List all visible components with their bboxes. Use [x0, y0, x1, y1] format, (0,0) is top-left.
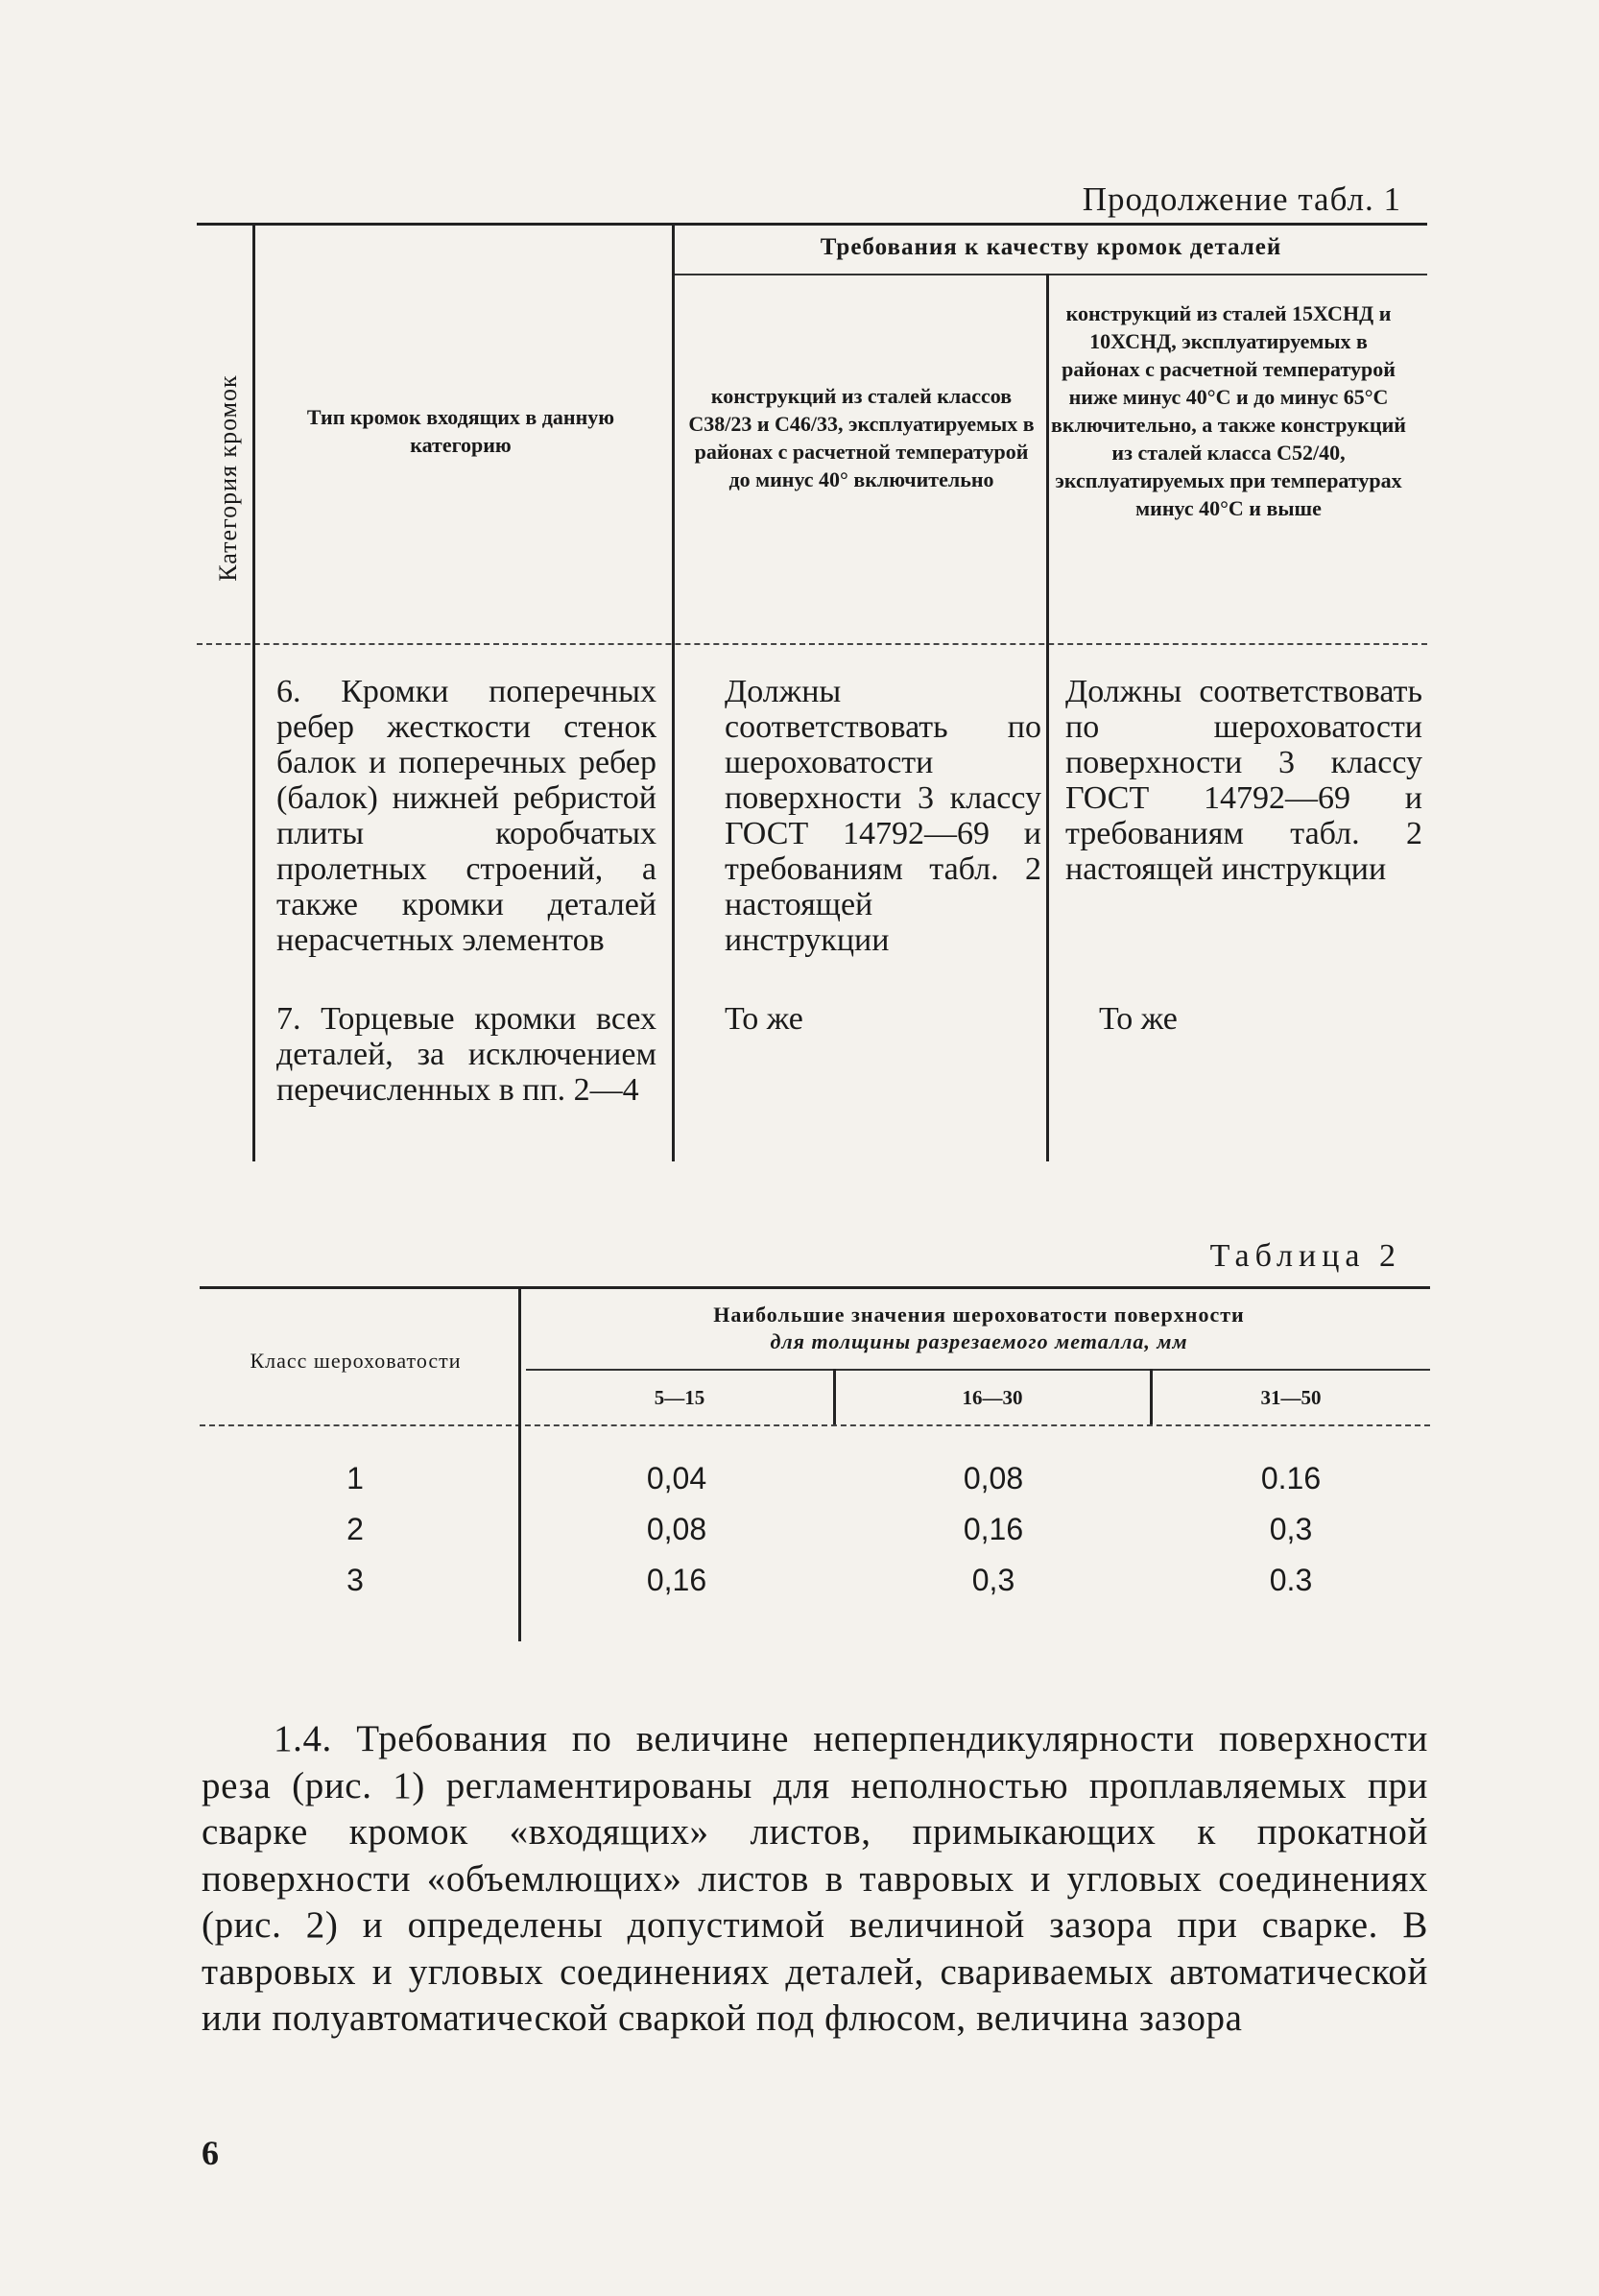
page-number: 6	[202, 2134, 219, 2172]
col4-header: конструкций из сталей 15ХСНД и 10ХСНД, эксплуатируемых в районах с расчетной температурой ниже минус 40°С и до минус 65°С включительно, а также конструкций из сталей класса С52/40, эксплуатируемых при температурах минус 40°С и выше	[1051, 301, 1406, 520]
table-row-2-v3: 0,3	[1269, 1512, 1313, 1546]
row-6-col3: Должны соответствовать по шероховатости поверхности 3 классу ГОСТ 14792—69 и требованиям табл. 2 настоящей инструкции	[725, 674, 1041, 958]
table-1-header-bottom-rule	[197, 643, 1427, 645]
table-2-top-rule	[200, 1286, 1430, 1289]
row-7-col4: То же	[1099, 1001, 1178, 1037]
col3-header: конструкций из сталей классов С38/23 и С46/33, эксплуатируемых в районах с расчетной температурой до минус 40° включительно	[688, 384, 1035, 491]
table-1-top-rule	[197, 223, 1427, 226]
row-7-col3: То же	[725, 1001, 803, 1037]
table-row-3-class: 3	[346, 1563, 364, 1597]
table-row-2-v1: 0,08	[646, 1512, 707, 1546]
thickness-16-30: 16—30	[962, 1386, 1023, 1409]
type-header: Тип кромок входящих в данную категорию	[306, 405, 615, 457]
roughness-header-line-2: для толщины разрезаемого металла, мм	[770, 1329, 1188, 1353]
roughness-header	[537, 1302, 1420, 1355]
continuation-title: Продолжение табл. 1	[1082, 180, 1401, 218]
table-1-divider-3	[1046, 274, 1049, 1161]
table-2-header-bottom-rule	[200, 1424, 1430, 1426]
table-1-header-rule	[672, 274, 1427, 275]
table-1-divider-2	[672, 223, 675, 1161]
table-1-divider-1	[252, 223, 255, 1161]
table-row-3-v1: 0,16	[646, 1563, 707, 1597]
table-row-3-v2: 0,3	[971, 1563, 1015, 1597]
table-row-2-v2: 0,16	[963, 1512, 1024, 1546]
table-row-1-v3: 0.16	[1260, 1461, 1322, 1495]
row-7-type: 7. Торцевые кромки всех деталей, за исключением перечисленных в пп. 2—4	[276, 1001, 656, 1108]
table-row-1-v2: 0,08	[963, 1461, 1024, 1495]
row-6-col4: Должны соответствовать по шероховатости поверхности 3 классу ГОСТ 14792—69 и требованиям табл. 2 настоящей инструкции	[1065, 674, 1422, 887]
thickness-5-15: 5—15	[654, 1386, 705, 1409]
table-2-header-rule	[526, 1369, 1430, 1371]
table-row-1-class: 1	[346, 1461, 364, 1495]
row-6-type: 6. Кромки поперечных ребер жесткости стенок балок и поперечных ребер (балок) нижней ребристой плиты коробчатых пролетных строений, а также кромки деталей нерасчетных элементов	[276, 674, 656, 958]
table-row-2-class: 2	[346, 1512, 364, 1546]
paragraph-1-4: 1.4. Требования по величине неперпендикулярности поверхности реза (рис. 1) регламентированы для неполностью проплавляемых при сварке кромок «входящих» листов, примыкающих к прокатной поверхности «объемлющих» листов в тавровых и угловых соединениях (рис. 2) и определены допустимой величиной зазора при сварке. В тавровых и угловых соединениях деталей, свариваемых автоматической или полуавтоматической сваркой под флюсом, величина зазора	[202, 1718, 1428, 2039]
roughness-header-line-1: Наибольшие значения шероховатости поверхности	[713, 1303, 1245, 1327]
category-header: Категория кромок	[214, 374, 242, 582]
table-row-3-v3: 0.3	[1269, 1563, 1313, 1597]
thickness-31-50: 31—50	[1260, 1386, 1322, 1409]
requirements-header: Требования к качеству кромок деталей	[820, 234, 1282, 260]
class-header: Класс шероховатости	[250, 1349, 462, 1373]
table-row-1-v1: 0,04	[646, 1461, 707, 1495]
table-2-caption: Таблица 2	[1209, 1238, 1401, 1274]
table-2-divider-1	[518, 1286, 521, 1641]
